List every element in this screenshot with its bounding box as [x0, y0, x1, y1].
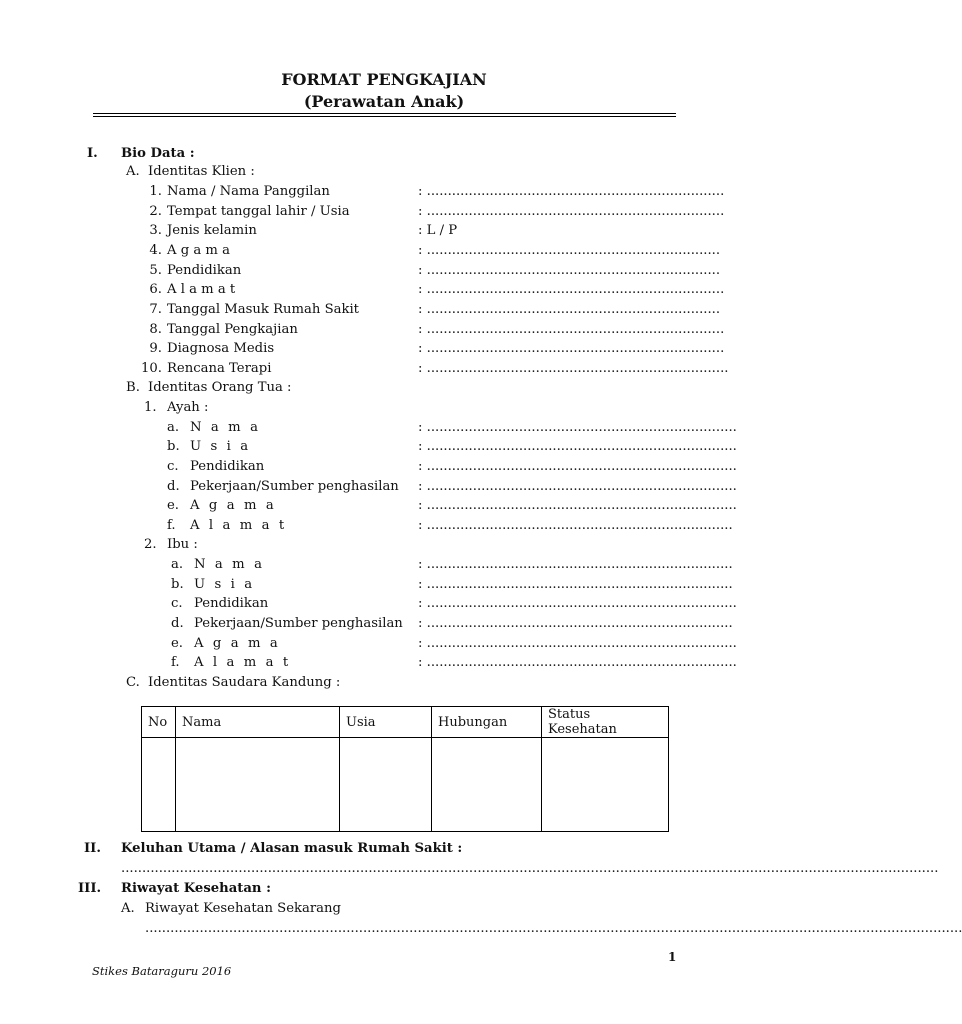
- ibu-letter: a.: [171, 557, 184, 572]
- ibu-label: N a m a: [194, 557, 265, 572]
- page-number: 1: [668, 950, 677, 964]
- ayah-label: A g a m a: [190, 498, 277, 513]
- klien-num: 10.: [141, 361, 162, 376]
- ayah-label: N a m a: [190, 420, 261, 435]
- klien-num: 4.: [149, 243, 162, 258]
- ayah-value-field[interactable]: : ..........................................................................: [418, 420, 737, 435]
- section-2-title: Keluhan Utama / Alasan masuk Rumah Sakit :: [121, 841, 463, 856]
- subsection-b-title: Identitas Orang Tua :: [148, 380, 292, 395]
- ibu-label: U s i a: [194, 577, 255, 592]
- klien-label: Jenis kelamin: [167, 223, 257, 238]
- ayah-num: 1.: [144, 400, 157, 415]
- ibu-value-field[interactable]: : ..........................................................................: [418, 596, 737, 611]
- ayah-letter: c.: [167, 459, 179, 474]
- klien-value-field[interactable]: : ......................................................................: [418, 243, 721, 258]
- subsection-b-letter: B.: [126, 380, 140, 395]
- ibu-letter: d.: [171, 616, 184, 631]
- klien-num: 5.: [149, 263, 162, 278]
- klien-value-field[interactable]: : ......................................................................: [418, 302, 721, 317]
- klien-value-field[interactable]: : .......................................................................: [418, 341, 725, 356]
- klien-label: A g a m a: [167, 243, 230, 258]
- ayah-label: Pekerjaan/Sumber penghasilan: [190, 479, 399, 494]
- section-3-title: Riwayat Kesehatan :: [121, 881, 271, 896]
- ayah-value-field[interactable]: : ..........................................................................: [418, 459, 737, 474]
- klien-value-field[interactable]: : ......................................................................: [418, 263, 721, 278]
- column-header-no: No: [142, 707, 176, 738]
- column-header-status-kesehatan: Status Kesehatan: [542, 707, 669, 738]
- ibu-value-field[interactable]: : ..........................................................................: [418, 655, 737, 670]
- footer-institution: Stikes Bataraguru 2016: [92, 964, 232, 978]
- klien-value-field[interactable]: : ........................................................................: [418, 361, 729, 376]
- ibu-label: A g a m a: [194, 636, 281, 651]
- ibu-value-field[interactable]: : .........................................................................: [418, 557, 733, 572]
- ayah-label: Pendidikan: [190, 459, 265, 474]
- klien-label: Tempat tanggal lahir / Usia: [167, 204, 350, 219]
- ibu-label: Pekerjaan/Sumber penghasilan: [194, 616, 403, 631]
- column-header-hubungan: Hubungan: [432, 707, 542, 738]
- subsection-a-title: Identitas Klien :: [148, 164, 255, 179]
- document-subtitle: (Perawatan Anak): [303, 92, 465, 111]
- klien-label: A l a m a t: [167, 282, 236, 297]
- ibu-value-field[interactable]: : ..........................................................................: [418, 636, 737, 651]
- ayah-title: Ayah :: [167, 400, 209, 415]
- klien-gender-field[interactable]: : L / P: [418, 223, 458, 238]
- column-header-nama: Nama: [176, 707, 340, 738]
- table-cell-hubungan[interactable]: [432, 738, 542, 832]
- klien-label: Pendidikan: [167, 263, 242, 278]
- ayah-value-field[interactable]: : ..........................................................................: [418, 498, 737, 513]
- ayah-letter: e.: [167, 498, 179, 513]
- table-cell-no[interactable]: [142, 738, 176, 832]
- ayah-letter: a.: [167, 420, 180, 435]
- klien-value-field[interactable]: : .......................................................................: [418, 322, 725, 337]
- header-rule-top: [93, 113, 676, 114]
- section-1-numeral: I.: [87, 146, 98, 161]
- section-1-title: Bio Data :: [121, 146, 195, 161]
- ibu-letter: b.: [171, 577, 184, 592]
- section-2-answer-field[interactable]: ...................................................................................................................................................................................................: [121, 861, 939, 876]
- ibu-letter: e.: [171, 636, 183, 651]
- klien-label: Diagnosa Medis: [167, 341, 275, 356]
- ayah-value-field[interactable]: : ..........................................................................: [418, 439, 737, 454]
- klien-num: 2.: [149, 204, 162, 219]
- ibu-num: 2.: [144, 537, 157, 552]
- header-rule-bottom: [93, 116, 676, 117]
- klien-num: 9.: [149, 341, 162, 356]
- ayah-letter: d.: [167, 479, 180, 494]
- table-cell-nama[interactable]: [176, 738, 340, 832]
- klien-num: 8.: [149, 322, 162, 337]
- klien-label: Tanggal Pengkajian: [167, 322, 298, 337]
- table-cell-usia[interactable]: [340, 738, 432, 832]
- ibu-label: A l a m a t: [194, 655, 291, 670]
- ayah-letter: f.: [167, 518, 176, 533]
- table-cell-status[interactable]: [542, 738, 669, 832]
- ayah-letter: b.: [167, 439, 180, 454]
- ayah-label: U s i a: [190, 439, 251, 454]
- siblings-table: [141, 706, 669, 832]
- klien-label: Tanggal Masuk Rumah Sakit: [167, 302, 359, 317]
- klien-num: 7.: [149, 302, 162, 317]
- section-3-numeral: III.: [78, 881, 102, 896]
- ibu-title: Ibu :: [167, 537, 198, 552]
- klien-value-field[interactable]: : .......................................................................: [418, 204, 725, 219]
- ibu-label: Pendidikan: [194, 596, 269, 611]
- ibu-value-field[interactable]: : .........................................................................: [418, 577, 733, 592]
- subsection-c-letter: C.: [126, 675, 140, 690]
- section-3-a-title: Riwayat Kesehatan Sekarang: [145, 901, 341, 916]
- ayah-value-field[interactable]: : ..........................................................................: [418, 479, 737, 494]
- table-row: [142, 738, 669, 832]
- section-3-answer-field[interactable]: ...................................................................................................................................................................................................: [145, 921, 962, 936]
- klien-num: 6.: [149, 282, 162, 297]
- klien-value-field[interactable]: : .......................................................................: [418, 184, 725, 199]
- column-header-usia: Usia: [340, 707, 432, 738]
- subsection-c-title: Identitas Saudara Kandung :: [148, 675, 341, 690]
- ayah-value-field[interactable]: : .........................................................................: [418, 518, 733, 533]
- klien-label: Nama / Nama Panggilan: [167, 184, 330, 199]
- ibu-letter: c.: [171, 596, 183, 611]
- section-2-numeral: II.: [84, 841, 101, 856]
- klien-num: 3.: [149, 223, 162, 238]
- subsection-a-letter: A.: [126, 164, 140, 179]
- ayah-label: A l a m a t: [190, 518, 287, 533]
- klien-label: Rencana Terapi: [167, 361, 272, 376]
- ibu-value-field[interactable]: : .........................................................................: [418, 616, 733, 631]
- ibu-letter: f.: [171, 655, 180, 670]
- document-title: FORMAT PENGKAJIAN: [281, 70, 487, 89]
- section-3-a-letter: A.: [121, 901, 135, 916]
- klien-value-field[interactable]: : .......................................................................: [418, 282, 725, 297]
- table-header-row: [142, 707, 669, 738]
- klien-num: 1.: [149, 184, 162, 199]
